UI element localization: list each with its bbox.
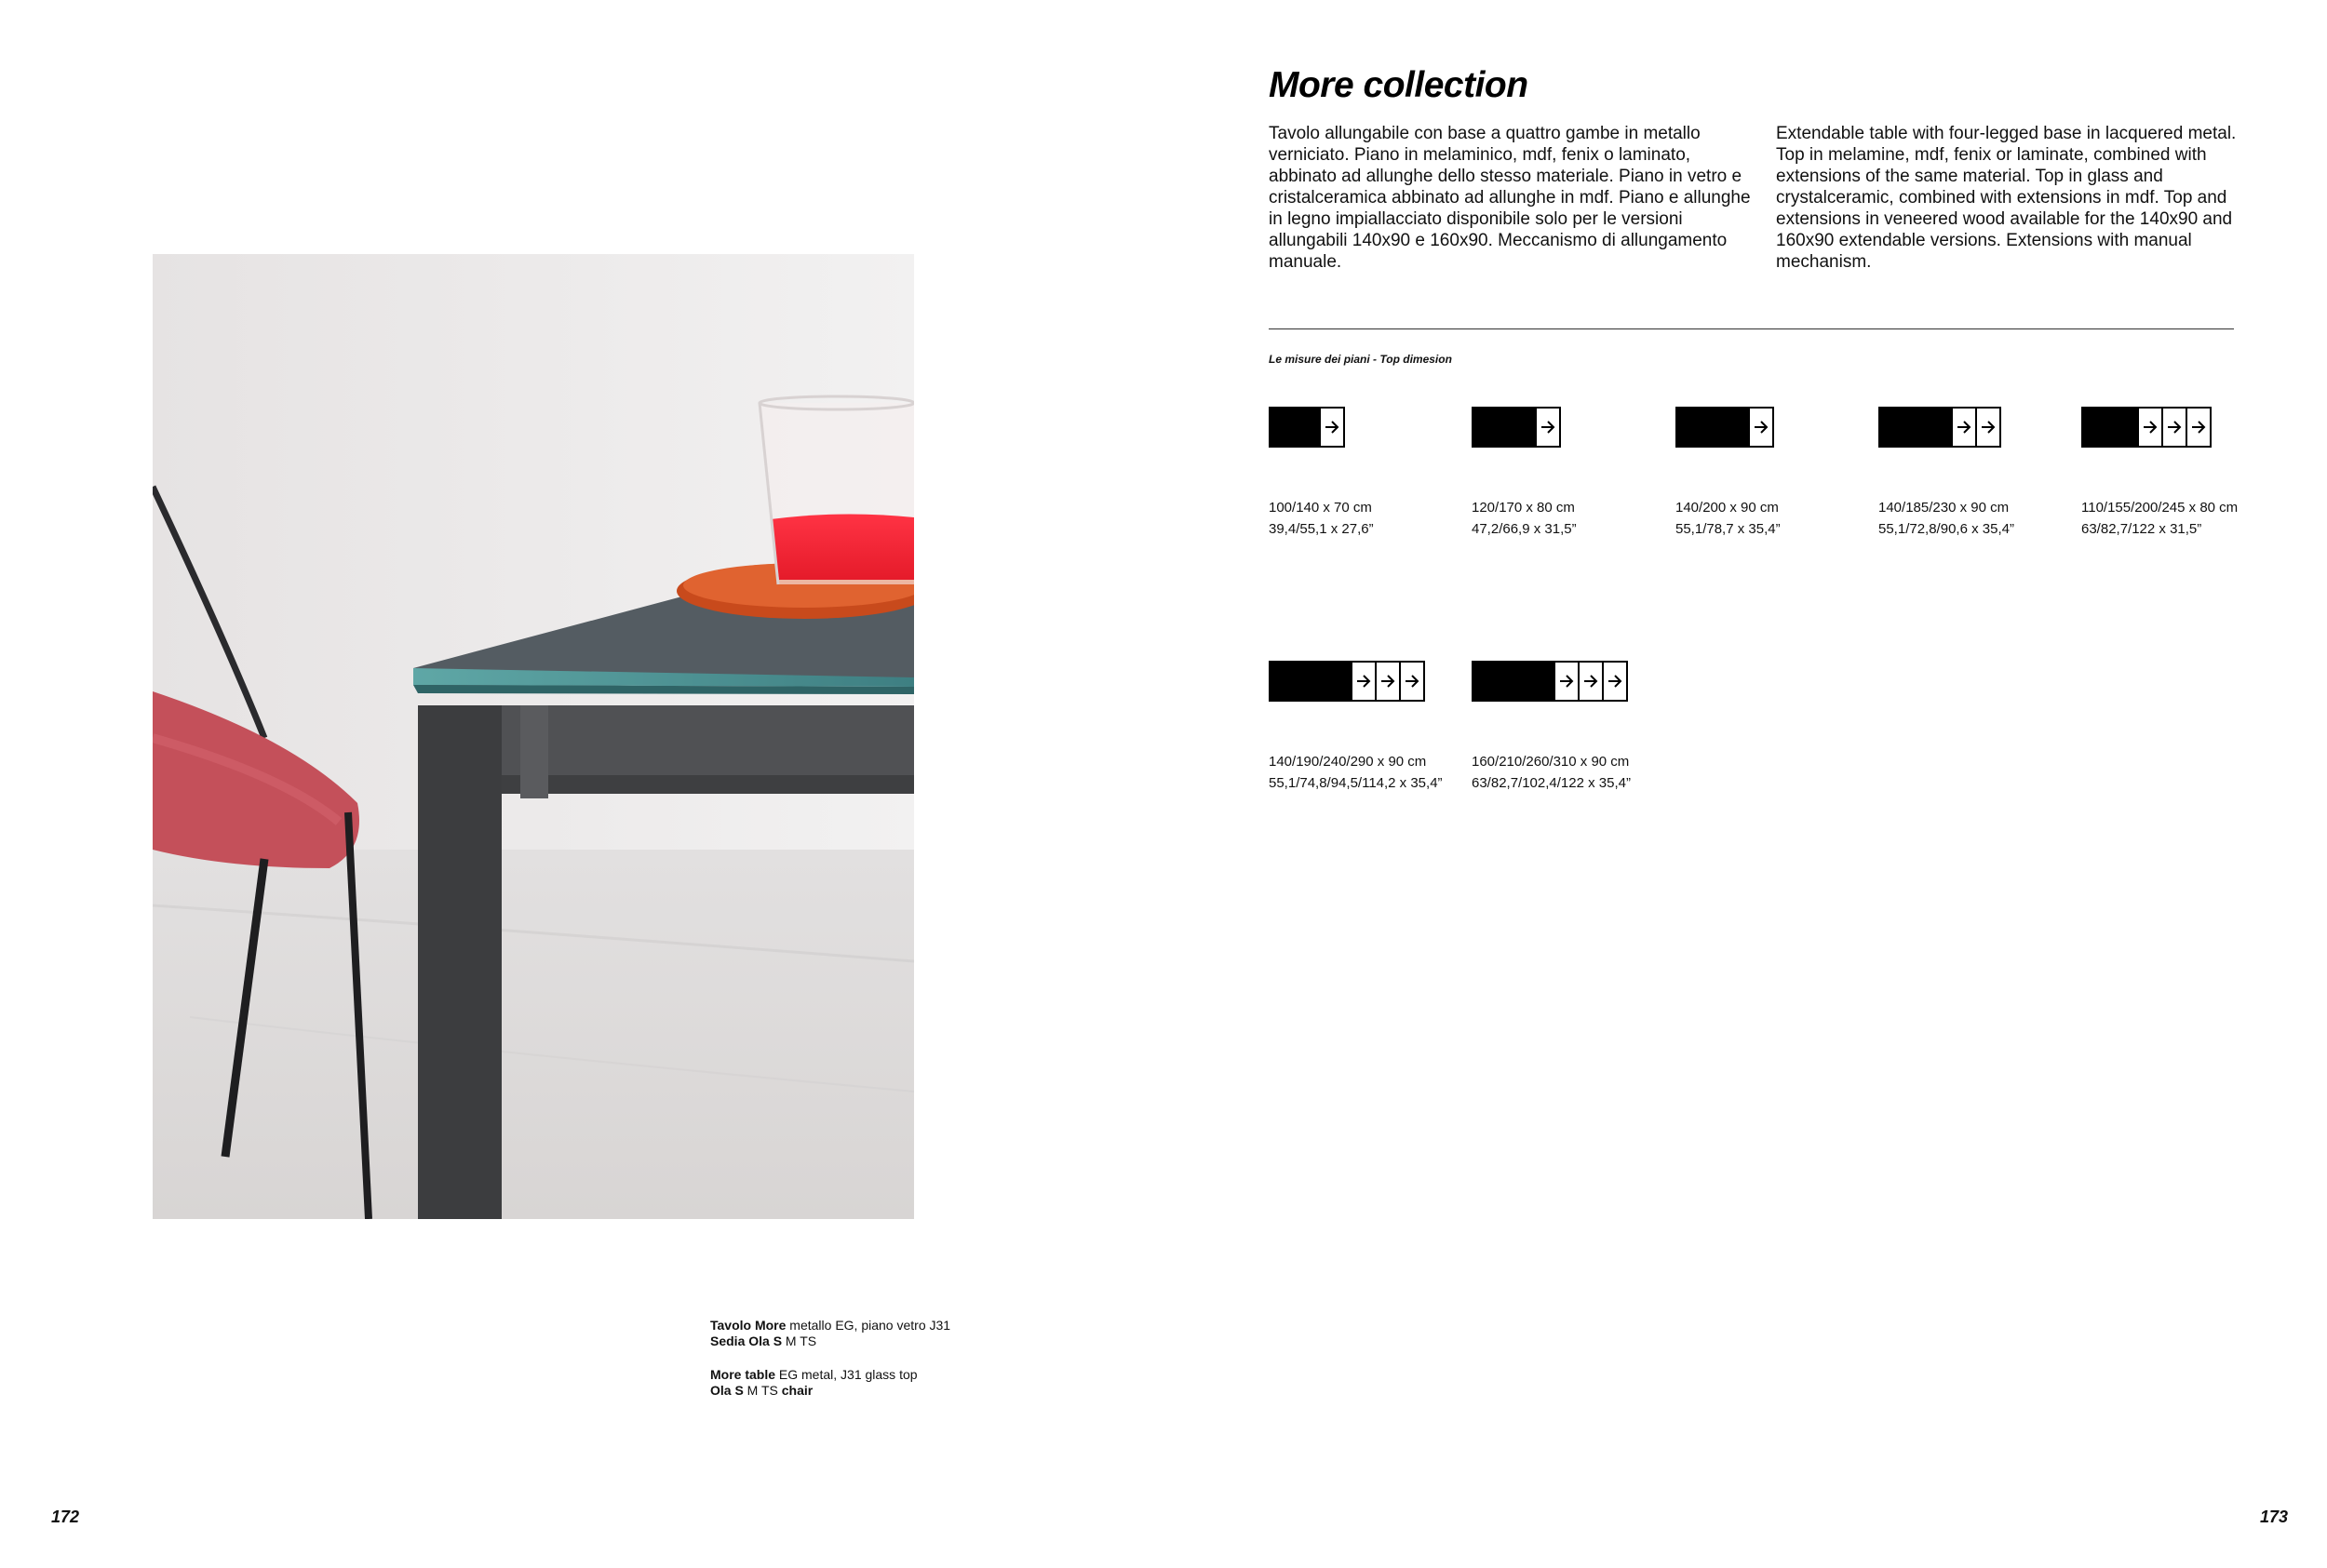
page-number-right: 173	[2259, 1508, 2288, 1526]
table-extension-diagram	[1472, 661, 1628, 702]
extension-arrow-icon	[1351, 663, 1375, 700]
size-label	[1269, 497, 1374, 540]
extension-arrow-icon	[1375, 663, 1399, 700]
extension-arrow-icon	[2137, 409, 2161, 446]
size-cm: 140/185/230 x 90 cm	[1878, 500, 2010, 516]
size-item	[1878, 407, 2014, 540]
table-top-block	[2083, 409, 2137, 446]
extension-arrow-icon	[1602, 663, 1626, 700]
size-inch: 55,1/78,7 x 35,4”	[1675, 521, 1781, 537]
size-item	[1472, 661, 1631, 794]
extension-arrow-icon	[1535, 409, 1559, 446]
extension-arrow-icon	[1554, 663, 1578, 700]
table-extension-diagram	[1675, 407, 1774, 448]
sizes-heading: Le misure dei piani - Top dimesion	[1269, 353, 1452, 366]
size-inch: 39,4/55,1 x 27,6”	[1269, 521, 1374, 537]
caption-table-name-en: More table	[710, 1367, 776, 1382]
size-cm: 140/200 x 90 cm	[1675, 500, 1779, 516]
extension-arrow-icon	[2186, 409, 2210, 446]
size-label	[1472, 497, 1577, 540]
size-label	[2081, 497, 2238, 540]
description-english: Extendable table with four-legged base in lacquered metal. Top in melamine, mdf, fenix or laminate, combined with extensions of the same material. Top in glass and crystalceramic, combined with extensions in mdf. Top and extensions in veneered wood available for the 140x90 and 160x90 extendable versions. Extensions with manual mechanism.	[1776, 124, 2237, 272]
description-italian: Tavolo allungabile con base a quattro gambe in metallo verniciato. Piano in melaminico, mdf, fenix o laminato, abbinato ad allunghe dello stesso materiale. Piano in vetro e cristalceramica abbinato ad allunghe in mdf. Piano e allunghe in legno impiallacciato disponibile solo per le versioni allungabili 140x90 e 160x90. Meccanismo di allungamento manuale.	[1269, 124, 1751, 272]
size-inch: 47,2/66,9 x 31,5”	[1472, 521, 1577, 537]
size-inch: 63/82,7/122 x 31,5”	[2081, 521, 2202, 537]
caption-chair-word-en: chair	[781, 1383, 814, 1398]
size-inch: 63/82,7/102,4/122 x 35,4”	[1472, 775, 1631, 791]
table-top-block	[1473, 409, 1535, 446]
table-top-block	[1880, 409, 1951, 446]
size-item	[1269, 407, 1374, 540]
size-cm: 160/210/260/310 x 90 cm	[1472, 754, 1630, 770]
extension-arrow-icon	[1319, 409, 1343, 446]
table-extension-diagram	[2081, 407, 2212, 448]
caption-italian	[710, 1318, 950, 1349]
size-label	[1269, 751, 1443, 794]
size-label	[1878, 497, 2014, 540]
page-number-left: 172	[51, 1508, 80, 1526]
table-top-block	[1473, 663, 1554, 700]
caption-english	[710, 1367, 950, 1399]
size-item	[1472, 407, 1577, 540]
size-cm: 120/170 x 80 cm	[1472, 500, 1575, 516]
size-inch: 55,1/74,8/94,5/114,2 x 35,4”	[1269, 775, 1443, 791]
table-extension-diagram	[1269, 407, 1345, 448]
table-extension-diagram	[1269, 661, 1425, 702]
size-item	[2081, 407, 2238, 540]
size-cm: 110/155/200/245 x 80 cm	[2081, 500, 2239, 516]
table-top-block	[1271, 409, 1319, 446]
caption-chair-name-it: Sedia Ola S	[710, 1333, 783, 1348]
extension-arrow-icon	[2161, 409, 2186, 446]
extension-arrow-icon	[1399, 663, 1423, 700]
table-and-chair-photo	[153, 254, 914, 1219]
size-label	[1675, 497, 1781, 540]
size-item	[1675, 407, 1781, 540]
section-divider	[1269, 328, 2234, 329]
extension-arrow-icon	[1951, 409, 1975, 446]
caption-chair-details-en: M TS	[743, 1383, 782, 1398]
photo-caption	[710, 1318, 950, 1416]
extension-arrow-icon	[1975, 409, 1999, 446]
size-cm: 140/190/240/290 x 90 cm	[1269, 754, 1427, 770]
collection-title: More collection	[1269, 65, 1528, 105]
caption-table-details-it: metallo EG, piano vetro J31	[786, 1318, 951, 1333]
table-top-block	[1271, 663, 1351, 700]
caption-chair-details-it: M TS	[782, 1333, 817, 1348]
table-top-block	[1677, 409, 1748, 446]
caption-chair-name-en: Ola S	[710, 1383, 744, 1398]
extension-arrow-icon	[1748, 409, 1772, 446]
table-extension-diagram	[1472, 407, 1561, 448]
caption-table-details-en: EG metal, J31 glass top	[775, 1367, 918, 1382]
size-label	[1472, 751, 1631, 794]
size-cm: 100/140 x 70 cm	[1269, 500, 1372, 516]
table-extension-diagram	[1878, 407, 2001, 448]
size-inch: 55,1/72,8/90,6 x 35,4”	[1878, 521, 2014, 537]
caption-table-name-it: Tavolo More	[710, 1318, 787, 1333]
size-item	[1269, 661, 1443, 794]
product-photo	[153, 254, 914, 1219]
extension-arrow-icon	[1578, 663, 1602, 700]
